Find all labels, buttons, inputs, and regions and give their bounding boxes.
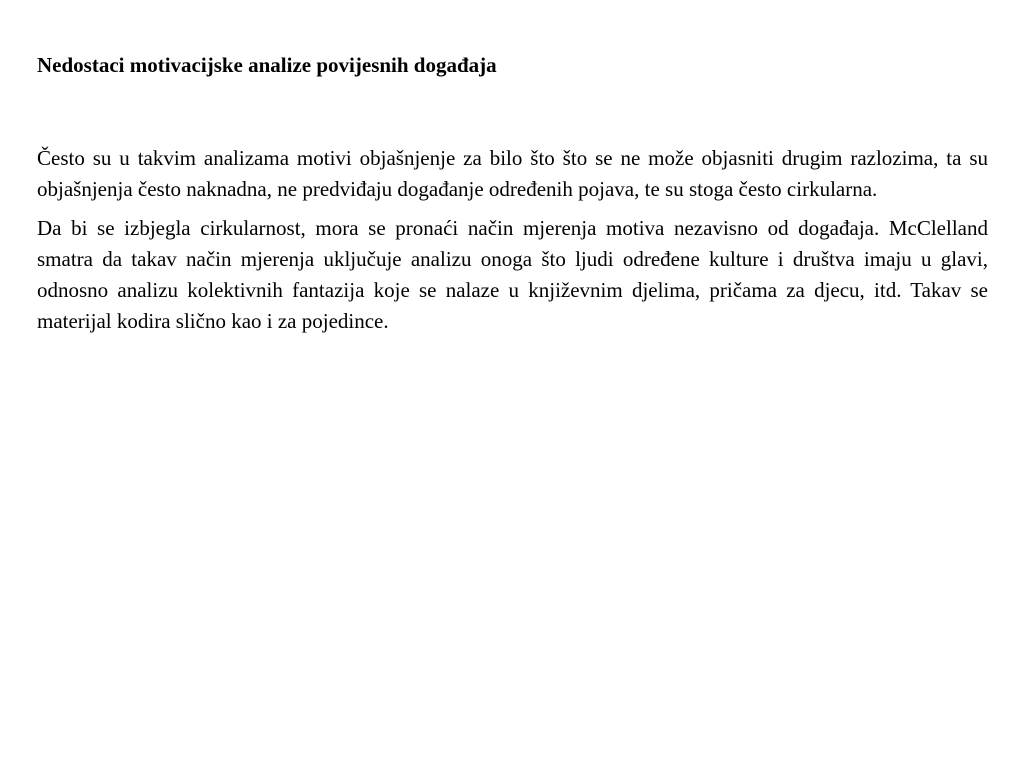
slide-content (37, 50, 988, 345)
slide-body (37, 143, 988, 337)
slide-title: Nedostaci motivacijske analize povijesnih događaja (37, 53, 497, 77)
paragraph-2: Da bi se izbjegla cirkularnost, mora se pronaći način mjerenja motiva nezavisno od događaja. McClelland smatra da takav način mjerenja uključuje analizu onoga što ljudi određene kulture i društva imaju u glavi, odnosno analizu kolektivnih fantazija koje se nalaze u književnim djelima, pričama za djecu, itd. Takav se materijal kodira slično kao i za pojedince. (37, 216, 988, 333)
paragraph-1: Često su u takvim analizama motivi objašnjenje za bilo što što se ne može objasniti drugim razlozima, ta su objašnjenja često naknadna, ne predviđaju događanje određenih pojava, te su stoga često cirkularna. (37, 146, 988, 201)
